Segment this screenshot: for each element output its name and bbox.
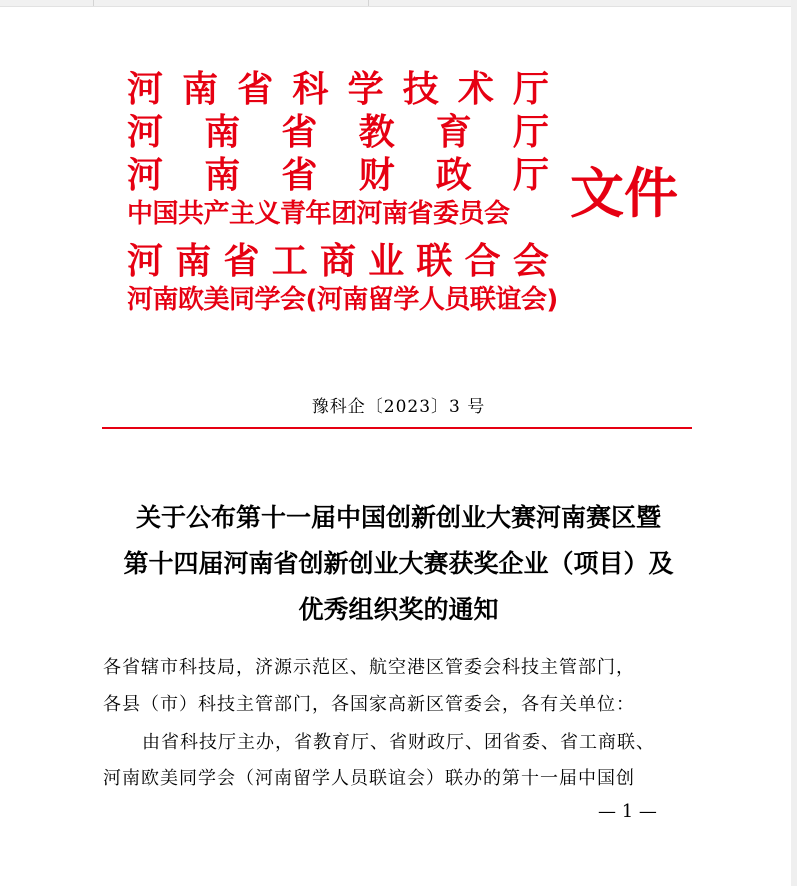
issuer-char: 河 (127, 68, 164, 110)
issuer-char: 厅 (512, 111, 549, 153)
issuer-char: 河 (127, 111, 164, 153)
issuer-char: 合 (464, 240, 501, 282)
issuer-char: 南 (204, 154, 241, 196)
issuer-char: 政 (435, 154, 472, 196)
issuer-char: 厅 (512, 68, 549, 110)
issuer-char: 商 (319, 240, 356, 282)
issuer-char: 南 (204, 111, 241, 153)
issuer-line: 河南欧美同学会(河南留学人员联谊会) (127, 285, 558, 315)
issuer-char: 省 (223, 240, 260, 282)
document-number: 豫科企〔2023〕3 号 (311, 397, 486, 417)
red-divider (102, 427, 692, 429)
notice-title-line: 第十四届河南省创新创业大赛获奖企业（项目）及 (123, 549, 674, 578)
issuer-char: 南 (175, 240, 212, 282)
issuer-char: 河 (127, 240, 164, 282)
issuer-char: 教 (358, 111, 395, 153)
issuer-line (127, 240, 549, 282)
viewer-scrollbar[interactable] (791, 0, 797, 886)
issuer-line (127, 68, 549, 110)
issuer-char: 河 (127, 154, 164, 196)
page-number: — 1 — (598, 801, 657, 822)
body-line: 河南欧美同学会（河南留学人员联谊会）联办的第十一届中国创 (103, 768, 635, 789)
issuer-char: 省 (281, 111, 318, 153)
body-paragraph-start: 由省科技厅主办，省教育厅、省财政厅、团省委、省工商联、 (142, 732, 655, 753)
issuer-char: 科 (292, 68, 329, 110)
body-line: 各省辖市科技局，济源示范区、航空港区管委会科技主管部门， (103, 657, 635, 678)
toolbar-divider (93, 0, 94, 6)
issuer-char: 学 (347, 68, 384, 110)
issuer-char: 会 (512, 240, 549, 282)
issuer-char: 南 (182, 68, 219, 110)
notice-title-line: 关于公布第十一届中国创新创业大赛河南赛区暨 (135, 503, 661, 532)
issuer-char: 工 (271, 240, 308, 282)
document-suffix: 文件 (570, 161, 678, 225)
issuer-char: 厅 (512, 154, 549, 196)
viewer-toolbar (0, 0, 797, 7)
issuer-char: 财 (358, 154, 395, 196)
issuer-char: 业 (368, 240, 405, 282)
issuer-line (127, 111, 549, 153)
issuer-line (127, 154, 549, 196)
issuer-char: 术 (457, 68, 494, 110)
notice-title-line: 优秀组织奖的通知 (298, 595, 499, 624)
issuer-char: 省 (281, 154, 318, 196)
issuer-char: 技 (402, 68, 439, 110)
issuer-char: 联 (416, 240, 453, 282)
body-line: 各县（市）科技主管部门，各国家高新区管委会，各有关单位： (103, 694, 635, 715)
issuer-char: 省 (237, 68, 274, 110)
issuer-char: 育 (435, 111, 472, 153)
issuer-line: 中国共产主义青年团河南省委员会 (127, 199, 510, 229)
toolbar-divider (368, 0, 369, 6)
